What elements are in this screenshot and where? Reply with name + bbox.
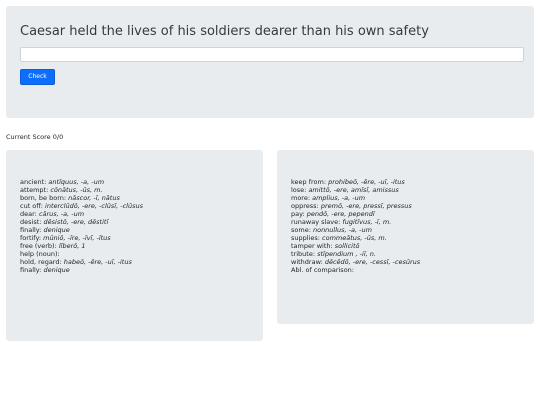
vocab-definition: dēcēdō, -ere, -cessī, -cesūrus [324, 258, 421, 266]
vocab-term: runaway slave: [291, 218, 341, 226]
vocab-item [291, 258, 420, 266]
vocab-item [291, 250, 420, 258]
vocab-definition: fugitīvus, -ī, m. [342, 218, 392, 226]
vocab-item [291, 234, 420, 242]
vocab-list-left [20, 178, 143, 274]
vocab-definition: commeātus, -ūs, m. [322, 234, 387, 242]
vocab-item [20, 234, 143, 242]
quiz-panel [6, 6, 534, 118]
current-score: Current Score 0/0 [6, 133, 64, 141]
vocab-term: more: [291, 194, 311, 202]
vocab-definition: denique [43, 266, 70, 274]
vocab-term: lose: [291, 186, 307, 194]
answer-input[interactable] [20, 47, 524, 62]
vocab-item [291, 178, 420, 186]
vocab-definition: prohibeō, -ēre, -uī, -itus [328, 178, 405, 186]
vocab-definition: stīpendium , -iī, n. [317, 250, 376, 258]
vocab-term: born, be born: [20, 194, 67, 202]
vocab-item [20, 258, 143, 266]
vocab-definition: habeō, -ēre, -uī, -itus [63, 258, 132, 266]
vocab-item [291, 210, 420, 218]
vocab-term: tribute: [291, 250, 316, 258]
vocab-definition: pendō, -ere, pependī [306, 210, 375, 218]
vocab-term: pay: [291, 210, 305, 218]
vocab-term: fortify: [20, 234, 42, 242]
vocab-item [20, 202, 143, 210]
vocab-definition: interclūdō, -ere, -clūsī, -clūsus [45, 202, 143, 210]
vocab-term: attempt: [20, 186, 49, 194]
vocab-term: Abl. of comparison: [291, 266, 354, 274]
vocab-term: some: [291, 226, 311, 234]
vocab-definition: nāscor, -ī, nātus [68, 194, 120, 202]
vocab-item [291, 218, 420, 226]
vocab-definition: mūniō, -īre, -īvī, -ītus [43, 234, 111, 242]
vocab-item [20, 242, 143, 250]
vocab-term: hold, regard: [20, 258, 62, 266]
vocab-list-right [291, 178, 420, 274]
vocab-panel-right [277, 150, 534, 324]
vocab-term: keep from: [291, 178, 327, 186]
vocab-definition: dēsistō, -ere, dēstitī [43, 218, 109, 226]
vocab-item [20, 250, 143, 258]
vocab-definition: cōnātus, -ūs, m. [50, 186, 103, 194]
vocab-definition: nonnullus, -a, -um [312, 226, 372, 234]
vocab-term: ancient: [20, 178, 47, 186]
vocab-item [291, 194, 420, 202]
vocab-item [20, 178, 143, 186]
vocab-term: cut off: [20, 202, 43, 210]
vocab-term: oppress: [291, 202, 319, 210]
vocab-item [20, 218, 143, 226]
vocab-item [20, 186, 143, 194]
vocab-term: tamper with: [291, 242, 333, 250]
vocab-item [20, 210, 143, 218]
vocab-item [291, 242, 420, 250]
vocab-definition: premō, -ere, pressī, pressus [320, 202, 412, 210]
vocab-term: desist: [20, 218, 42, 226]
vocab-term: free (verb): [20, 242, 57, 250]
vocab-definition: amplius, -a, -um [312, 194, 366, 202]
vocab-item [20, 226, 143, 234]
vocab-definition: cārus, -a, -um [38, 210, 85, 218]
vocab-definition: sollicitō [334, 242, 360, 250]
vocab-item [291, 202, 420, 210]
vocab-term: supplies: [291, 234, 320, 242]
vocab-definition: amittō, -ere, amīsī, amissus [308, 186, 399, 194]
check-button[interactable]: Check [20, 69, 55, 85]
vocab-item [291, 226, 420, 234]
vocab-term: dear: [20, 210, 37, 218]
vocab-item [291, 266, 420, 274]
vocab-term: withdraw: [291, 258, 323, 266]
quiz-sentence: Caesar held the lives of his soldiers dearer than his own safety [20, 24, 429, 39]
vocab-panel-left [6, 150, 263, 341]
vocab-term: finally: [20, 266, 42, 274]
vocab-definition: denique [43, 226, 70, 234]
vocab-item [291, 186, 420, 194]
vocab-term: finally: [20, 226, 42, 234]
vocab-item [20, 266, 143, 274]
vocab-term: help (noun): [20, 250, 60, 258]
vocab-definition: antīquus, -a, -um [48, 178, 105, 186]
vocab-item [20, 194, 143, 202]
vocab-definition: līberō, 1 [58, 242, 86, 250]
